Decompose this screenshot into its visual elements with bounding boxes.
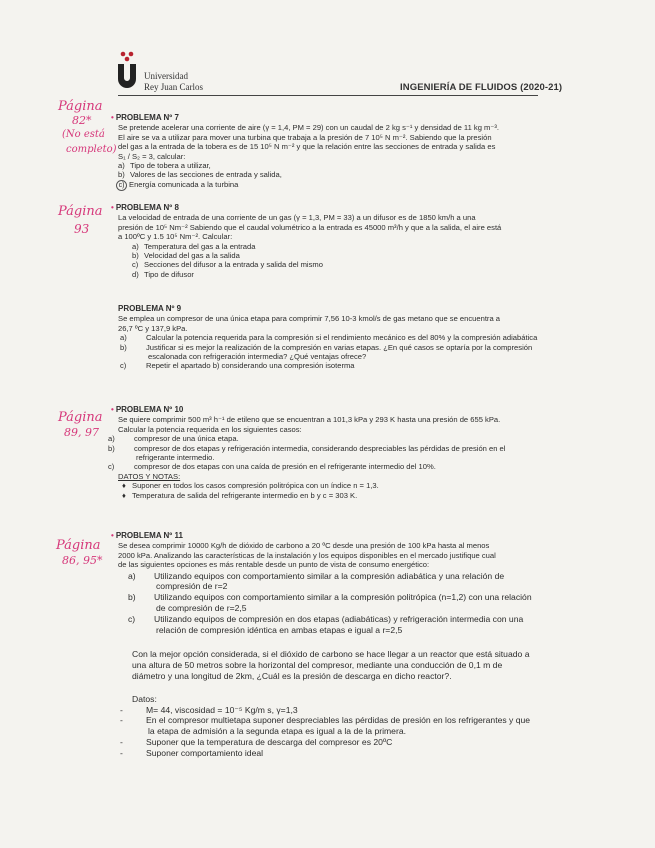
annotation-p11-page: Página (56, 538, 101, 553)
annotation-p7-note-1: (No está (62, 129, 105, 140)
problem-10 (108, 405, 538, 500)
annotation-p11-number: 86, 95* (62, 554, 103, 567)
problem-11-data-title: Datos: (132, 693, 157, 704)
problem-11-paragraph: Con la mejor opción considerada, si el dióxido de carbono se hace llegar a un reactor que está situado a una altura de 50 metros sobre la horizontal del compresor, mediante una conducción de 0,1 m de diámetro y una longitud de 2km, ¿Cuál es la presión de descarga en dicho reactor?. (132, 649, 530, 681)
problem-11-line-1: Se desea comprimir 10000 Kg/h de dióxido de carbono a 20 ºC desde una presión de 100 kPa hasta al menos (118, 541, 490, 551)
university-line-2: Rey Juan Carlos (144, 82, 203, 92)
circle-mark-icon: c) (116, 180, 127, 191)
annotation-p7-note-2: completo) (66, 144, 117, 155)
problem-9 (118, 304, 538, 371)
problem-8-title: • PROBLEMA Nº 8 (111, 203, 179, 212)
problem-10-item-c: c) compresor de dos etapas con una caída de presión en el refrigerante intermedio del 10%. (108, 462, 436, 472)
university-line-1: Universidad (144, 71, 188, 81)
problem-8-line-3: a 100ºC y 1.5 10⁵ Nm⁻². Calcular: (118, 232, 233, 242)
header-divider (118, 95, 538, 96)
bullet-icon: ♦ (122, 481, 126, 491)
annotation-p8-page: Página (58, 204, 103, 219)
problem-9-title: PROBLEMA Nº 9 (118, 304, 182, 313)
problem-9-item-a: a) Calcular la potencia requerida para la compresión si el rendimiento mecánico es del 80% y la compresión adiabática (120, 333, 538, 343)
annotation-p7-page: Página (58, 99, 103, 114)
problem-11-line-2: 2000 kPa. Analizando las características de la instalación y los equipos disponibles en el mercado justifique cual (118, 550, 496, 560)
problem-7 (111, 113, 538, 191)
problem-11-item-b: b) Utilizando equipos con comportamiento similar a la compresión politrópica (n=1,2) con una relación de compresión de r=2,5 (128, 592, 532, 614)
problem-10-note-2: ♦ Temperatura de salida del refrigerante intermedio en b y c = 303 K. (122, 490, 358, 500)
problem-8-line-1: La velocidad de entrada de una corriente de un gas (γ = 1,3, PM = 33) a un difusor es de 1850 km/h a una (118, 213, 476, 223)
problem-7-line-1: Se pretende acelerar una corriente de aire (γ = 1,4, PM = 29) con un caudal de 2 kg s⁻¹ y densidad de 11 kg m⁻³. (118, 123, 500, 133)
problem-7-line-3: del gas a la entrada de la tobera es de 15 10⁵ N m⁻² y que la relación entre las secciones de entrada y salida es (118, 142, 496, 152)
problem-7-line-4: S₁ / S₂ = 3, calcular: (118, 151, 186, 161)
university-name (144, 71, 203, 93)
bullet-icon: • (111, 113, 114, 122)
problem-11 (111, 531, 538, 759)
problem-11-data-4: - Suponer comportamiento ideal (120, 747, 264, 758)
problem-11-title: • PROBLEMA Nº 11 (111, 531, 183, 540)
problem-7-title: • PROBLEMA Nº 7 (111, 113, 179, 122)
problem-10-item-a: a) compresor de una única etapa. (108, 434, 239, 444)
problem-9-line-2: 26,7 ºC y 137,9 kPa. (118, 323, 188, 333)
problem-8-item-d: d) Tipo de difusor (132, 269, 194, 279)
problem-7-item-a: a) Tipo de tobera a utilizar, (118, 161, 211, 171)
problem-11-line-3: de las siguientes opciones es más rentable desde un punto de vista de consumo energético: (118, 560, 430, 570)
problem-8-line-2: presión de 10⁵ Nm⁻² Sabiendo que el caudal volumétrico a la entrada es 45000 m³/h y que a la salida, el aire está (118, 222, 502, 232)
bullet-icon: • (111, 405, 114, 414)
problem-8-item-a: a) Temperatura del gas a la entrada (132, 241, 256, 251)
annotation-p7-number: 82* (72, 114, 92, 127)
problem-11-data-3: - Suponer que la temperatura de descarga del compresor es 20ºC (120, 736, 393, 747)
problem-9-item-c: c) Repetir el apartado b) considerando una compresión isoterma (120, 361, 355, 371)
annotation-p10-page: Página (58, 410, 103, 425)
problem-7-item-b: b) Valores de las secciones de entrada y salida, (118, 170, 282, 180)
problem-8 (111, 203, 538, 279)
problem-11-item-c: c) Utilizando equipos de compresión en dos etapas (adiabáticas) y refrigeración intermedia con una relación de compresión idéntica en ambas etapas e igual a r=2,5 (128, 613, 524, 635)
course-title: INGENIERÍA DE FLUIDOS (2020-21) (400, 82, 563, 93)
problem-7-item-c: c) Energía comunicada a la turbina (118, 180, 538, 191)
problem-10-line-1: Se quiere comprimir 500 m³ h⁻¹ de etileno que se encuentran a 101,3 kPa y 293 K hasta una presión de 655 kPa. (118, 415, 501, 425)
problem-7-line-2: El aire se va a utilizar para mover una turbina que trabaja a la presión de 7 10⁵ N m⁻². Sabiendo que la presión (118, 132, 492, 142)
problem-10-line-2: Calcular la potencia requerida en los siguientes casos: (118, 424, 302, 434)
bullet-icon: ♦ (122, 490, 126, 500)
problem-11-item-a: a) Utilizando equipos con comportamiento similar a la compresión adiabática y una relación de compresión de r=2 (128, 570, 505, 592)
urjc-logo-icon (116, 50, 138, 88)
annotation-p10-number: 89, 97 (64, 426, 99, 439)
problem-10-title: • PROBLEMA Nº 10 (111, 405, 184, 414)
problem-9-line-1: Se emplea un compresor de una única etapa para comprimir 7,56 10-3 kmol/s de gas metano que se encuentra a (118, 314, 501, 324)
problem-8-item-c: c) Secciones del difusor a la entrada y salida del mismo (132, 260, 323, 270)
annotation-p8-number: 93 (74, 222, 90, 236)
bullet-icon: • (111, 203, 114, 212)
bullet-icon: • (111, 531, 114, 540)
problem-10-note-1: ♦ Suponer en todos los casos compresión politrópica con un índice n = 1,3. (122, 481, 379, 491)
problem-11-data-2: - En el compresor multietapa suponer despreciables las pérdidas de presión en los refrigerantes y que la etapa de admisión a la segunda etapa es igual a la de la primera. (120, 715, 531, 737)
problem-11-data-1: - M= 44, viscosidad = 10⁻⁵ Kg/m s, γ=1,3 (120, 704, 298, 715)
problem-10-notes-title: DATOS Y NOTAS: (118, 471, 181, 481)
problem-8-item-b: b) Velocidad del gas a la salida (132, 251, 240, 261)
problem-10-item-b: b) compresor de dos etapas y refrigeración intermedia, considerando despreciables las pérdidas de presión en el refrigerante intermedio. (108, 443, 506, 463)
problem-9-item-b: b) Justificar si es mejor la realización de la compresión en varias etapas. ¿En qué casos se optaría por la compresión escalonada con refrigeración intermedia? ¿Qué ventajas ofrece? (120, 342, 533, 362)
